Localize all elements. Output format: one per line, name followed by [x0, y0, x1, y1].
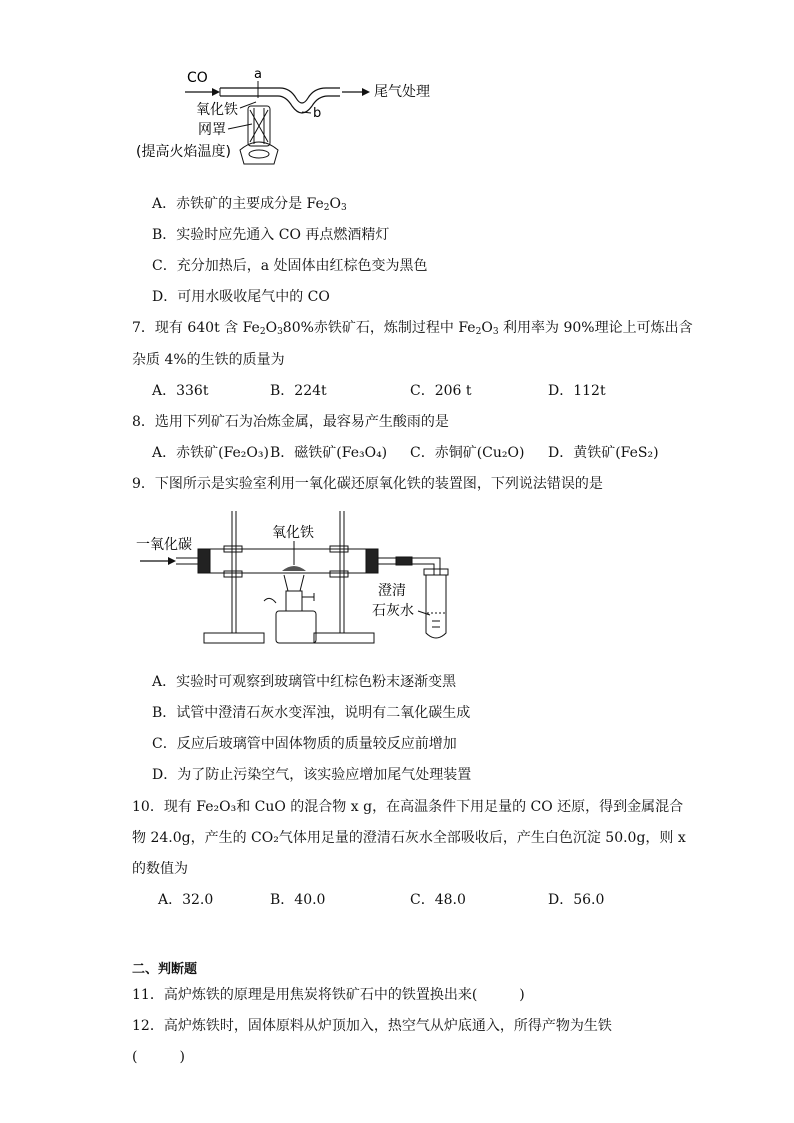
q10-stem-line2: 物 24.0g，产生的 CO₂气体用足量的澄清石灰水全部吸收后，产生白色沉淀 50.0g，则 x: [132, 830, 686, 846]
co-reduction-diagram: [130, 62, 440, 180]
alcohol-burner: [264, 575, 316, 643]
co-gas-arrow-head: [168, 557, 176, 565]
q6-option-d[interactable]: D．可用水吸收尾气中的 CO: [152, 289, 330, 305]
co-label: CO: [187, 70, 208, 86]
q9-option-c[interactable]: C．反应后玻璃管中固体物质的质量较反应前增加: [152, 736, 457, 752]
q10-option-a[interactable]: A．32.0: [158, 892, 214, 908]
q8-stem: 8．选用下列矿石为冶炼金属，最容易产生酸雨的是: [132, 414, 449, 430]
text: 利用率为 90%理论上可炼出含: [498, 320, 693, 336]
q12-line1: 12．高炉炼铁时，固体原料从炉顶加入，热空气从炉底通入，所得产物为生铁: [132, 1018, 612, 1034]
q10-option-c[interactable]: C．48.0: [410, 892, 466, 908]
q8-option-b[interactable]: B．磁铁矿(Fe₃O₄): [270, 445, 388, 461]
mesh-label: 网罩: [198, 122, 226, 138]
subscript: 3: [341, 203, 347, 213]
q12-line2: ( ): [132, 1049, 185, 1065]
q9-option-a[interactable]: A．实验时可观察到玻璃管中红棕色粉末逐渐变黑: [152, 674, 457, 690]
iron-oxide-powder: [282, 566, 306, 571]
q7-option-d[interactable]: D．112t: [548, 383, 606, 399]
q6-option-b[interactable]: B．实验时应先通入 CO 再点燃酒精灯: [152, 227, 390, 243]
q9-stem: 9．下图所示是实验室利用一氧化碳还原氧化铁的装置图，下列说法错误的是: [132, 476, 603, 492]
text: 80%赤铁矿石，炼制过程中 Fe: [282, 320, 476, 336]
q8-option-c[interactable]: C．赤铜矿(Cu₂O): [410, 445, 525, 461]
text: O: [481, 320, 493, 336]
iron-oxide-label-2: 氧化铁: [272, 525, 314, 541]
option-text: O: [329, 196, 342, 212]
subscript: 3: [492, 327, 499, 337]
limewater-label-2: 石灰水: [372, 603, 414, 619]
q10-option-d[interactable]: D．56.0: [548, 892, 605, 908]
q7-option-a[interactable]: A．336t: [152, 383, 209, 399]
q9-option-b[interactable]: B．试管中澄清石灰水变浑浊，说明有二氧化碳生成: [152, 705, 471, 721]
section-title: 二、判断题: [132, 962, 198, 977]
q6-option-a[interactable]: [152, 193, 347, 213]
q8-option-a[interactable]: A．赤铁矿(Fe₂O₃): [152, 445, 269, 461]
q10-option-b[interactable]: B．40.0: [270, 892, 326, 908]
q6-option-c[interactable]: C．充分加热后，a 处固体由红棕色变为黑色: [152, 258, 428, 274]
q7-option-c[interactable]: C．206 t: [410, 383, 472, 399]
text: O: [265, 320, 278, 336]
q8-option-d[interactable]: D．黄铁矿(FeS₂): [548, 445, 659, 461]
reaction-tube-lower: [220, 96, 340, 113]
text: 7．现有 640t 含 Fe: [132, 320, 260, 336]
subscript: 2: [259, 327, 266, 337]
q10-stem-line3: 的数值为: [132, 861, 188, 877]
mesh-note: (提高火焰温度): [136, 144, 231, 160]
q9-option-d[interactable]: D．为了防止污染空气，该实验应增加尾气处理装置: [152, 767, 472, 783]
tail-arrow-head: [362, 88, 370, 96]
point-b-label: b: [313, 106, 322, 121]
test-tube: [424, 569, 448, 638]
co-gas-label: 一氧化碳: [136, 537, 192, 553]
limewater-label-1: 澄清: [378, 583, 406, 599]
subscript: 2: [475, 327, 482, 337]
point-a-label: a: [254, 67, 262, 82]
glass-tube: [176, 546, 440, 577]
co-arrow-head: [212, 88, 220, 96]
q7-stem-line1: [132, 317, 693, 337]
q11: 11．高炉炼铁的原理是用焦炭将铁矿石中的铁置换出来( ): [132, 987, 525, 1003]
subscript: 3: [277, 327, 283, 337]
q7-option-b[interactable]: B．224t: [270, 383, 327, 399]
subscript: 2: [323, 203, 330, 213]
q10-stem-line1: 10．现有 Fe₂O₃和 CuO 的混合物 x g，在高温条件下用足量的 CO 还原，得到金属混合: [132, 799, 684, 815]
tail-gas-label: 尾气处理: [374, 84, 430, 100]
co-reduction-apparatus: [134, 505, 464, 655]
option-text: A．赤铁矿的主要成分是 Fe: [152, 196, 324, 212]
alcohol-lamp: [240, 106, 278, 164]
iron-oxide-label: 氧化铁: [196, 102, 238, 118]
q7-stem-line2: 杂质 4%的生铁的质量为: [132, 352, 285, 368]
